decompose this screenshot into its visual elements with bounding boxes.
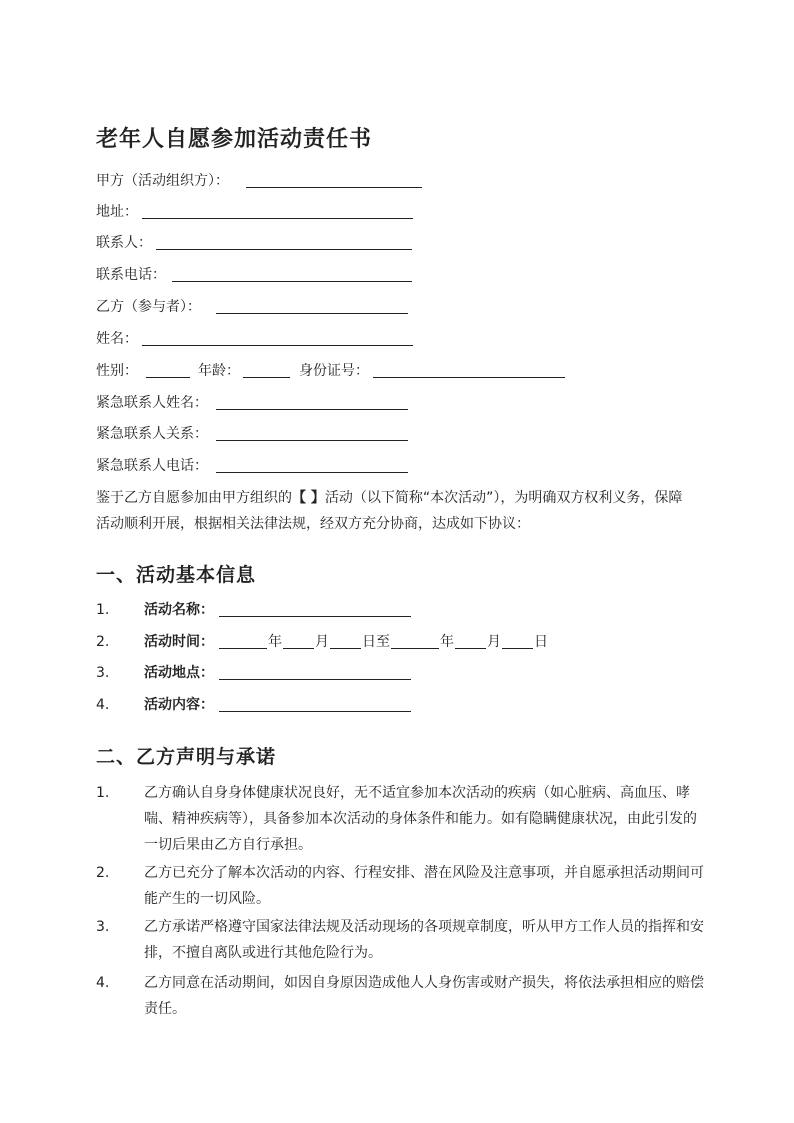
activity-location-label: 活动地点： xyxy=(144,665,214,681)
date-unit-month: 月 xyxy=(315,634,329,650)
start-month-blank[interactable] xyxy=(283,631,314,649)
item-number: 3. xyxy=(96,919,110,935)
intro-text-before: 鉴于乙方自愿参加由甲方组织的 xyxy=(96,490,292,506)
activity-time-item xyxy=(96,631,616,653)
name-blank[interactable] xyxy=(142,328,413,346)
item-number: 4. xyxy=(96,975,110,991)
date-unit-year: 年 xyxy=(268,634,282,650)
emergency-phone-blank[interactable] xyxy=(216,455,408,473)
party-b-label: 乙方（参与者）： xyxy=(96,299,201,315)
document-title: 老年人自愿参加活动责任书 xyxy=(96,127,373,152)
activity-content-label: 活动内容： xyxy=(144,697,214,713)
emergency-phone-field xyxy=(96,455,208,477)
contact-phone-field xyxy=(96,264,166,286)
item-number: 1. xyxy=(96,602,110,618)
item-number: 4. xyxy=(96,697,110,713)
gender-blank[interactable] xyxy=(146,360,190,378)
end-month-blank[interactable] xyxy=(455,631,486,649)
party-a-field xyxy=(96,170,229,192)
activity-time-label: 活动时间： xyxy=(144,634,214,650)
name-field xyxy=(96,328,138,350)
start-year-blank[interactable] xyxy=(219,631,267,649)
name-label: 姓名： xyxy=(96,331,138,347)
emergency-relation-label: 紧急联系人关系： xyxy=(96,426,208,442)
contact-person-label: 联系人： xyxy=(96,235,152,251)
party-b-blank[interactable] xyxy=(216,296,408,314)
statement-2-text: 乙方已充分了解本次活动的内容、行程安排、潜在风险及注意事项，并自愿承担活动期间可能产生的一切风险。 xyxy=(144,865,704,907)
start-day-blank[interactable] xyxy=(330,631,361,649)
personal-info-line xyxy=(96,360,596,382)
emergency-name-blank[interactable] xyxy=(216,392,408,410)
statement-1-text: 乙方确认自身身体健康状况良好，无不适宜参加本次活动的疾病（如心脏病、高血压、哮喘、精神疾病等），具备参加本次活动的身体条件和能力。如有隐瞒健康状况，由此引发的一切后果由乙方自行承担。 xyxy=(144,785,697,853)
date-unit-day-to: 日至 xyxy=(362,634,390,650)
emergency-name-label: 紧急联系人姓名： xyxy=(96,395,208,411)
item-number: 3. xyxy=(96,665,110,681)
party-a-label: 甲方（活动组织方）： xyxy=(96,173,229,189)
age-label: 年龄： xyxy=(198,363,240,379)
intro-text-after: 活动（以下简称“本次活动”），为明确双方权利义务，保障活动顺利开展，根据相关法律法规，经双方充分协商，达成如下协议： xyxy=(96,490,683,532)
id-number-blank[interactable] xyxy=(373,360,565,378)
gender-label: 性别： xyxy=(96,363,138,379)
address-blank[interactable] xyxy=(142,201,413,219)
section-1-heading: 一、活动基本信息 xyxy=(96,564,257,586)
date-unit-year: 年 xyxy=(440,634,454,650)
id-number-label: 身份证号： xyxy=(299,363,369,379)
activity-content-blank[interactable] xyxy=(219,694,411,712)
address-field xyxy=(96,201,138,223)
emergency-relation-blank[interactable] xyxy=(216,423,408,441)
contact-person-field xyxy=(96,232,152,254)
party-a-blank[interactable] xyxy=(246,170,422,188)
intro-paragraph xyxy=(96,485,696,537)
section-2-heading: 二、乙方声明与承诺 xyxy=(96,746,277,768)
activity-name-label: 活动名称： xyxy=(144,602,214,618)
activity-bracket: 【 】 xyxy=(292,490,325,506)
date-unit-day: 日 xyxy=(534,634,548,650)
emergency-phone-label: 紧急联系人电话： xyxy=(96,458,208,474)
date-unit-month: 月 xyxy=(487,634,501,650)
item-number: 1. xyxy=(96,785,110,801)
item-number: 2. xyxy=(96,865,110,881)
party-b-field xyxy=(96,296,201,318)
contact-person-blank[interactable] xyxy=(156,232,412,250)
activity-name-blank[interactable] xyxy=(219,599,411,617)
statement-3-text: 乙方承诺严格遵守国家法律法规及活动现场的各项规章制度，听从甲方工作人员的指挥和安排，不擅自离队或进行其他危险行为。 xyxy=(144,919,704,961)
contact-phone-blank[interactable] xyxy=(172,264,412,282)
end-day-blank[interactable] xyxy=(502,631,533,649)
emergency-name-field xyxy=(96,392,208,414)
end-year-blank[interactable] xyxy=(391,631,439,649)
emergency-relation-field xyxy=(96,423,208,445)
contact-phone-label: 联系电话： xyxy=(96,267,166,283)
age-blank[interactable] xyxy=(243,360,290,378)
address-label: 地址： xyxy=(96,204,138,220)
activity-location-blank[interactable] xyxy=(219,662,411,680)
statement-4-text: 乙方同意在活动期间，如因自身原因造成他人人身伤害或财产损失，将依法承担相应的赔偿责任。 xyxy=(144,975,704,1017)
item-number: 2. xyxy=(96,634,110,650)
